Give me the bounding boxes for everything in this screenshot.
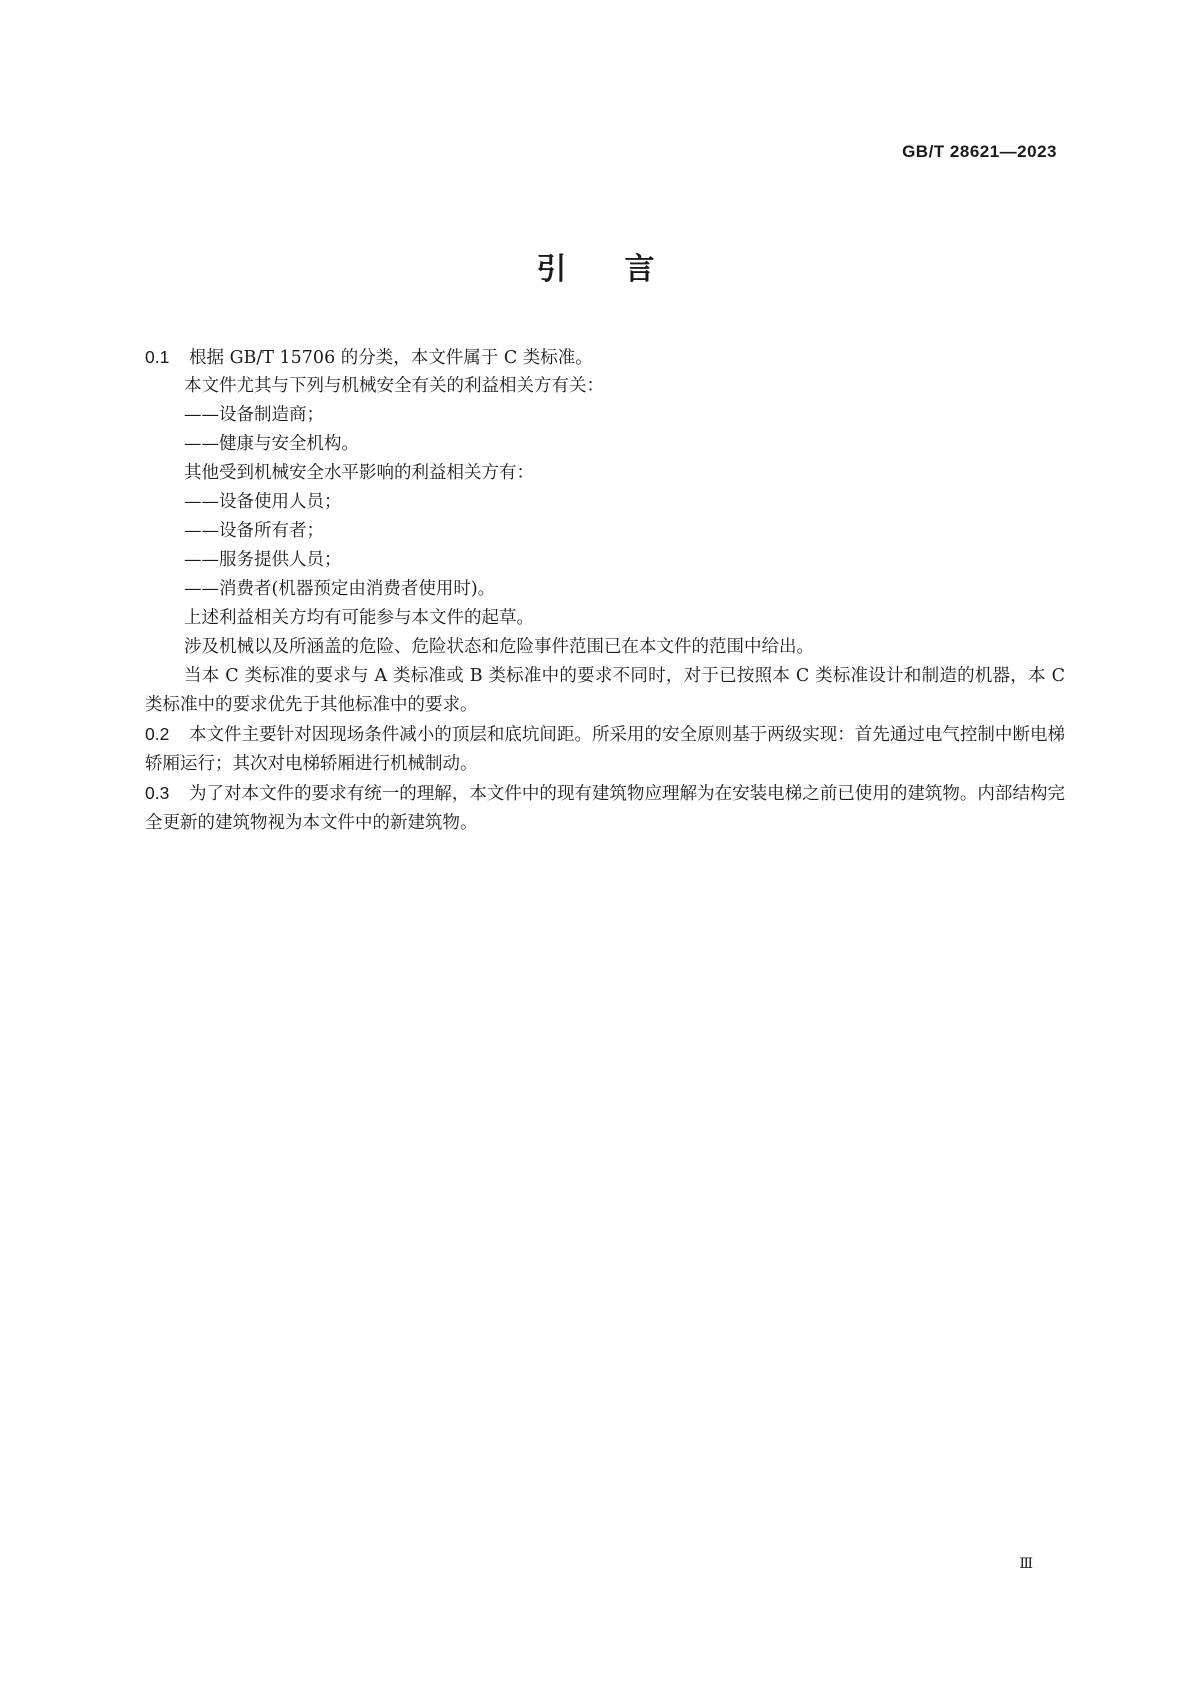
standard-number: GB/T 28621—2023 (902, 142, 1057, 161)
priority-note: 当本 C 类标准的要求与 A 类标准或 B 类标准中的要求不同时，对于已按照本 C 类标准设计和制造的机器，本 C 类标准中的要求优先于其他标准中的要求。 (145, 666, 1065, 715)
list-item: ——消费者(机器预定由消费者使用时)。 (184, 579, 496, 599)
scope-note: 涉及机械以及所涵盖的危险、危险状态和危险事件范围已在本文件的范围中给出。 (184, 637, 814, 657)
clause-0-2 (145, 720, 1065, 779)
other-intro: 其他受到机械安全水平影响的利益相关方有： (184, 463, 534, 483)
clause-number: 0.3 (145, 783, 170, 803)
clause-number: 0.1 (145, 347, 170, 367)
clause-0-1-first-line (145, 343, 1065, 372)
introduction-body (145, 343, 1065, 838)
page-title: 引言 (536, 252, 713, 287)
list-item: ——设备所有者； (184, 521, 324, 541)
clause-0-3 (145, 779, 1065, 838)
list-item: ——健康与安全机构。 (184, 434, 359, 454)
drafting-note: 上述利益相关方均有可能参与本文件的起草。 (184, 608, 534, 628)
list-item: ——设备制造商； (184, 405, 324, 425)
list-item: ——服务提供人员； (184, 550, 342, 570)
relevance-intro: 本文件尤其与下列与机械安全有关的利益相关方有关： (184, 376, 604, 396)
clause-text: 本文件主要针对因现场条件减小的顶层和底坑间距。所采用的安全原则基于两级实现：首先通过电气控制中断电梯轿厢运行；其次对电梯轿厢进行机械制动。 (145, 725, 1065, 774)
list-item: ——设备使用人员； (184, 492, 342, 512)
page-number: Ⅲ (1019, 1556, 1033, 1572)
clause-text: 为了对本文件的要求有统一的理解，本文件中的现有建筑物应理解为在安装电梯之前已使用的建筑物。内部结构完全更新的建筑物视为本文件中的新建筑物。 (145, 784, 1065, 833)
clause-number: 0.2 (145, 724, 170, 744)
clause-text: 根据 GB/T 15706 的分类，本文件属于 C 类标准。 (189, 348, 593, 368)
